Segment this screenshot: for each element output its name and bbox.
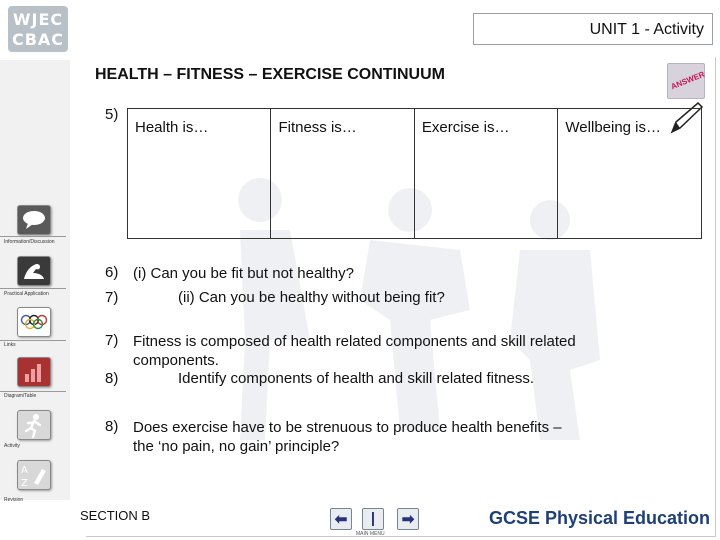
a-z-icon xyxy=(18,461,50,489)
question-7-line-1: Fitness is composed of health related components and skill related xyxy=(133,333,576,350)
question-number: 6) xyxy=(105,264,119,281)
question-number: 7) xyxy=(105,332,119,349)
svg-text:Z: Z xyxy=(21,478,28,489)
question-number: 5) xyxy=(105,106,119,123)
menu-icon: | xyxy=(370,510,376,527)
question-6-part-1: (i) Can you be fit but not healthy? xyxy=(133,265,354,282)
sidebar-divider xyxy=(0,340,66,341)
table-row xyxy=(128,147,702,239)
arrow-right-icon: ➡ xyxy=(401,511,415,528)
sidebar-item-activity[interactable] xyxy=(17,410,51,440)
sidebar-item-links[interactable] xyxy=(17,307,51,337)
answer-label: ANSWER xyxy=(669,69,706,92)
question-6-part-2: (ii) Can you be healthy without being fit? xyxy=(178,289,445,306)
sidebar-item-label: Links xyxy=(4,342,16,348)
previous-button[interactable] xyxy=(330,508,352,530)
olympic-rings-icon xyxy=(18,308,50,336)
sidebar-item-information-discussion[interactable] xyxy=(17,205,51,235)
speech-bubble-icon xyxy=(18,206,50,234)
section-label: SECTION B xyxy=(80,508,151,523)
sidebar-item-label: Revision xyxy=(4,497,24,503)
course-title: GCSE Physical Education xyxy=(488,508,710,528)
logo-line-1: WJEC xyxy=(12,10,64,29)
next-button[interactable] xyxy=(397,508,419,530)
table-row xyxy=(128,109,702,147)
unit-label: UNIT 1 - Activity xyxy=(589,21,704,38)
table-header-exercise: Exercise is… xyxy=(414,109,558,147)
question-7-line-2: components. xyxy=(133,352,219,369)
question-8-line-2: the ‘no pain, no gain’ principle? xyxy=(133,438,340,455)
question-number: 8) xyxy=(105,370,119,387)
question-8-line-1: Does exercise have to be strenuous to produce health benefits – xyxy=(133,419,562,436)
sidebar-item-label: Activity xyxy=(4,443,20,449)
flexed-arm-icon xyxy=(18,257,50,285)
table-cell xyxy=(414,147,558,239)
answer-button[interactable] xyxy=(667,63,705,99)
table-cell xyxy=(558,147,702,239)
unit-label-box xyxy=(473,13,713,45)
sidebar-item-label: Practical Application xyxy=(4,291,49,297)
table-header-fitness: Fitness is… xyxy=(271,109,414,147)
sidebar-item-practical-application[interactable] xyxy=(17,256,51,286)
sidebar-item-label: Diagram/Table xyxy=(4,393,37,399)
page-title: HEALTH – FITNESS – EXERCISE CONTINUUM xyxy=(95,66,445,83)
sidebar-item-label: Information/Discussion xyxy=(4,239,55,245)
sidebar-item-diagram-table[interactable] xyxy=(17,357,51,387)
arrow-left-icon: ⬅ xyxy=(334,511,348,528)
sidebar-divider xyxy=(0,236,66,237)
table-cell xyxy=(128,147,271,239)
question-number: 7) xyxy=(105,289,119,306)
sidebar xyxy=(0,60,70,503)
bar-chart-icon xyxy=(18,358,50,386)
question-7-line-3: Identify components of health and skill related fitness. xyxy=(178,370,535,387)
main-menu-label: MAIN MENU xyxy=(356,531,385,537)
question-number: 8) xyxy=(105,418,119,435)
main-menu-button[interactable] xyxy=(362,508,384,530)
table-cell xyxy=(271,147,414,239)
logo-line-2: CBAC xyxy=(11,30,65,49)
wjec-cbac-logo xyxy=(8,6,68,52)
sidebar-divider xyxy=(0,391,66,392)
continuum-table xyxy=(127,108,702,239)
sidebar-divider xyxy=(0,288,66,289)
table-header-wellbeing: Wellbeing is… xyxy=(558,109,702,147)
svg-text:A: A xyxy=(21,465,28,476)
runner-icon xyxy=(18,411,50,439)
sidebar-item-revision[interactable] xyxy=(17,460,51,490)
table-header-health: Health is… xyxy=(128,109,271,147)
